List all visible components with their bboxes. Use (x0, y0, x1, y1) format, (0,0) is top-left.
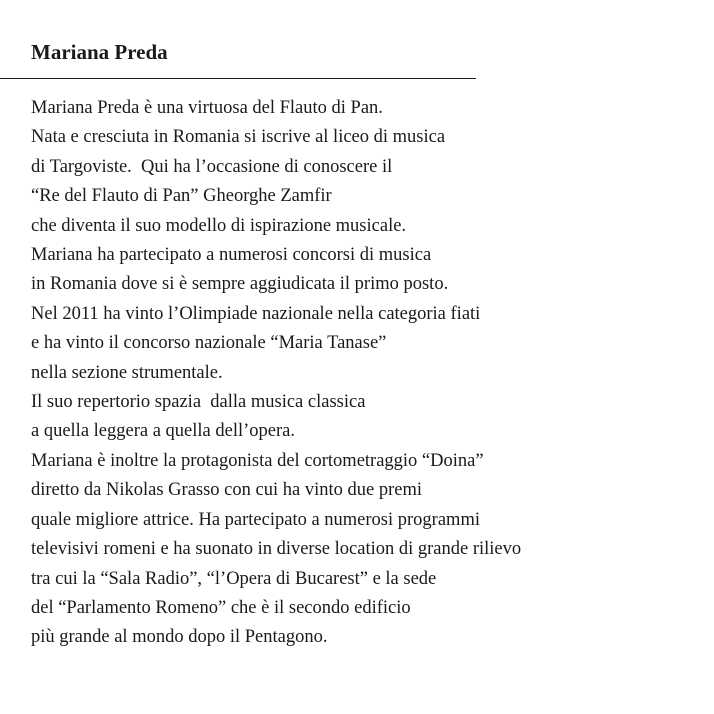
text-line: a quella leggera a quella dell’opera. (31, 421, 295, 442)
text-line: Nel 2011 ha vinto l’Olimpiade nazionale nella categoria fiati (31, 303, 481, 324)
text-line: Mariana Preda è una virtuosa del Flauto di Pan. (31, 98, 383, 118)
page-title: Mariana Preda (31, 40, 168, 64)
text-line: di Targoviste. Qui ha l’occasione di conoscere il (31, 156, 393, 177)
title-divider (0, 78, 476, 79)
text-line: quale migliore attrice. Ha partecipato a numerosi programmi (31, 509, 480, 530)
biography-text (31, 94, 521, 653)
text-line: Nata e cresciuta in Romania si iscrive al liceo di musica (31, 127, 446, 148)
text-line: del “Parlamento Romeno” che è il secondo edificio (31, 597, 411, 618)
text-line: più grande al mondo dopo il Pentagono. (31, 627, 328, 648)
text-line: nella sezione strumentale. (31, 362, 223, 383)
text-line: tra cui la “Sala Radio”, “l’Opera di Bucarest” e la sede (31, 568, 437, 589)
text-line: “Re del Flauto di Pan” Gheorghe Zamfir (31, 186, 332, 207)
text-line: che diventa il suo modello di ispirazione musicale. (31, 215, 407, 236)
text-line: Mariana è inoltre la protagonista del cortometraggio “Doina” (31, 450, 484, 471)
text-line: Mariana ha partecipato a numerosi concorsi di musica (31, 245, 432, 266)
text-line: Il suo repertorio spazia dalla musica classica (31, 392, 366, 413)
text-line: in Romania dove si è sempre aggiudicata il primo posto. (31, 274, 449, 295)
text-line: diretto da Nikolas Grasso con cui ha vinto due premi (31, 480, 422, 501)
text-line: e ha vinto il concorso nazionale “Maria Tanase” (31, 333, 387, 354)
text-line: televisivi romeni e ha suonato in diverse location di grande rilievo (31, 539, 522, 560)
